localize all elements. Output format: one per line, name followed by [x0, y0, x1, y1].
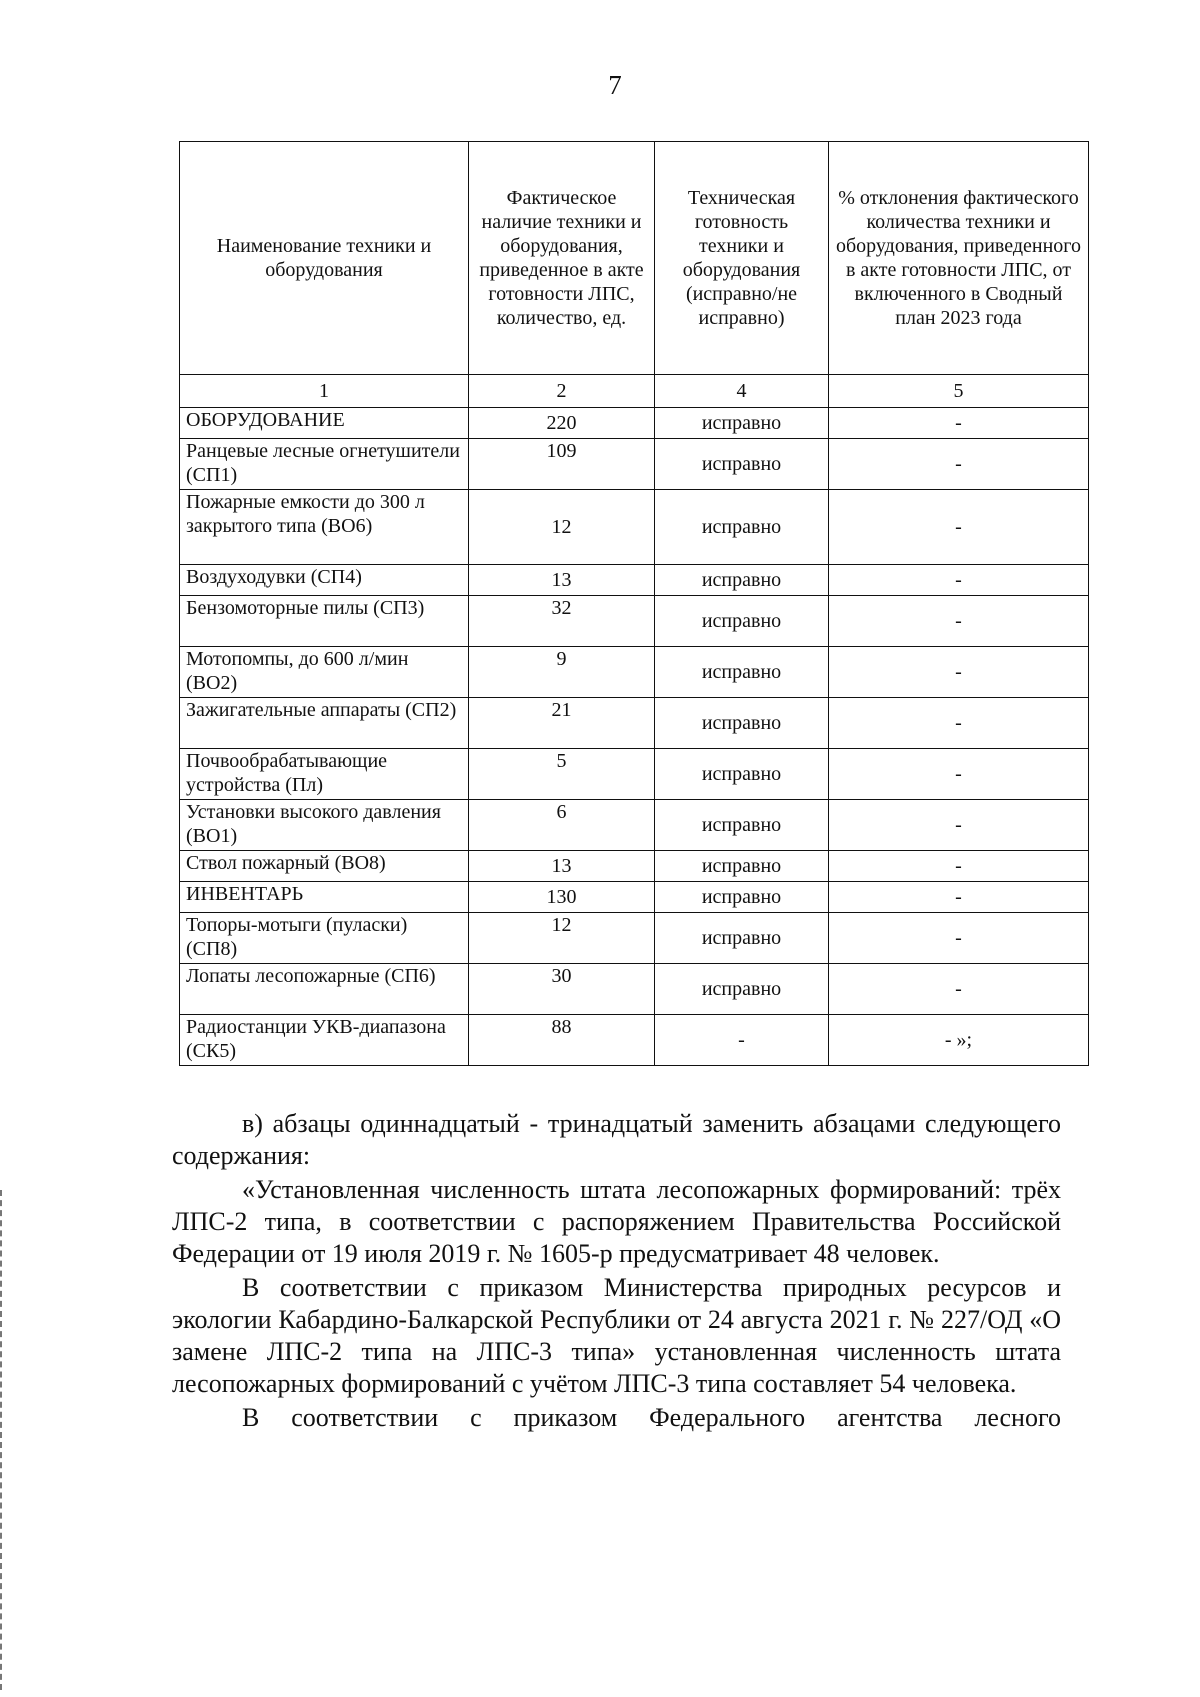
- equipment-deviation: -: [829, 439, 1089, 490]
- table-row: [180, 647, 1089, 698]
- table-row: [180, 698, 1089, 749]
- equipment-deviation: -: [829, 913, 1089, 964]
- equipment-status: -: [655, 1015, 829, 1066]
- column-number-row: [180, 375, 1089, 408]
- equipment-quantity: 30: [469, 964, 655, 1015]
- equipment-quantity: 6: [469, 800, 655, 851]
- equipment-quantity: 5: [469, 749, 655, 800]
- table-row: [180, 408, 1089, 439]
- equipment-status: исправно: [655, 647, 829, 698]
- equipment-deviation: -: [829, 490, 1089, 565]
- table-row: [180, 851, 1089, 882]
- equipment-deviation: - »;: [829, 1015, 1089, 1066]
- paragraph: В соответствии с приказом Министерства природных ресурсов и экологии Кабардино-Балкарской Республики от 24 августа 2021 г. № 227/ОД «О замене ЛПС-2 типа на ЛПС-3 типа» установленная численность штата лесопожарных формирований с учётом ЛПС-3 типа составляет 54 человека.: [172, 1273, 1061, 1398]
- equipment-name: Радиостанции УКВ-диапазона (СК5): [180, 1015, 469, 1066]
- table-row: [180, 596, 1089, 647]
- equipment-name: Почвообрабатывающие устройства (Пл): [180, 749, 469, 800]
- equipment-status: исправно: [655, 408, 829, 439]
- equipment-name: ОБОРУДОВАНИЕ: [180, 408, 469, 439]
- header-equipment-name: Наименование техники и оборудования: [180, 142, 469, 375]
- equipment-status: исправно: [655, 964, 829, 1015]
- equipment-status: исправно: [655, 439, 829, 490]
- equipment-deviation: -: [829, 749, 1089, 800]
- page-number: 7: [608, 70, 622, 100]
- equipment-quantity: 13: [469, 851, 655, 882]
- equipment-deviation: -: [829, 408, 1089, 439]
- table-header-row: [180, 142, 1089, 375]
- equipment-name: Установки высокого давления (ВО1): [180, 800, 469, 851]
- equipment-status: исправно: [655, 749, 829, 800]
- table-row: [180, 913, 1089, 964]
- equipment-quantity: 220: [469, 408, 655, 439]
- equipment-deviation: -: [829, 565, 1089, 596]
- table-row: [180, 565, 1089, 596]
- equipment-name: ИНВЕНТАРЬ: [180, 882, 469, 913]
- equipment-deviation: -: [829, 596, 1089, 647]
- equipment-status: исправно: [655, 490, 829, 565]
- paragraph: «Установленная численность штата лесопожарных формирований: трёх ЛПС-2 типа, в соответствии с распоряжением Правительства Российской Федерации от 19 июля 2019 г. № 1605-р предусматривает 48 человек.: [172, 1175, 1061, 1268]
- equipment-quantity: 130: [469, 882, 655, 913]
- equipment-quantity: 88: [469, 1015, 655, 1066]
- equipment-quantity: 12: [469, 490, 655, 565]
- equipment-deviation: -: [829, 851, 1089, 882]
- equipment-deviation: -: [829, 800, 1089, 851]
- equipment-status: исправно: [655, 565, 829, 596]
- table-row: [180, 439, 1089, 490]
- equipment-status: исправно: [655, 913, 829, 964]
- table-row: [180, 1015, 1089, 1066]
- equipment-quantity: 32: [469, 596, 655, 647]
- equipment-name: Бензомоторные пилы (СП3): [180, 596, 469, 647]
- equipment-name: Воздуходувки (СП4): [180, 565, 469, 596]
- equipment-name: Ранцевые лесные огнетушители (СП1): [180, 439, 469, 490]
- equipment-deviation: -: [829, 964, 1089, 1015]
- header-actual-quantity: Фактическое наличие техники и оборудования, приведенное в акте готовности ЛПС, количество, ед.: [469, 142, 655, 375]
- equipment-quantity: 109: [469, 439, 655, 490]
- equipment-deviation: -: [829, 698, 1089, 749]
- paragraph: В соответствии с приказом Федерального агентства лесного: [242, 1403, 1061, 1432]
- table-row: [180, 964, 1089, 1015]
- table-row: [180, 882, 1089, 913]
- table-row: [180, 800, 1089, 851]
- column-number: 5: [829, 375, 1089, 408]
- equipment-status: исправно: [655, 851, 829, 882]
- table-row: [180, 749, 1089, 800]
- equipment-name: Мотопомпы, до 600 л/мин (ВО2): [180, 647, 469, 698]
- equipment-status: исправно: [655, 596, 829, 647]
- equipment-table: [179, 141, 1089, 1066]
- header-deviation-percent: % отклонения фактического количества техники и оборудования, приведенного в акте готовности ЛПС, от включенного в Сводный план 2023 года: [829, 142, 1089, 375]
- equipment-quantity: 12: [469, 913, 655, 964]
- equipment-quantity: 21: [469, 698, 655, 749]
- equipment-name: Лопаты лесопожарные (СП6): [180, 964, 469, 1015]
- equipment-quantity: 13: [469, 565, 655, 596]
- document-body: [172, 1108, 1061, 1436]
- equipment-status: исправно: [655, 882, 829, 913]
- equipment-deviation: -: [829, 882, 1089, 913]
- column-number: 1: [180, 375, 469, 408]
- equipment-name: Пожарные емкости до 300 л закрытого типа (ВО6): [180, 490, 469, 565]
- equipment-status: исправно: [655, 698, 829, 749]
- equipment-name: Зажигательные аппараты (СП2): [180, 698, 469, 749]
- table-row: [180, 490, 1089, 565]
- scan-edge-marks: [0, 1190, 5, 1690]
- equipment-quantity: 9: [469, 647, 655, 698]
- equipment-name: Топоры-мотыги (пуласки) (СП8): [180, 913, 469, 964]
- equipment-name: Ствол пожарный (ВО8): [180, 851, 469, 882]
- header-technical-readiness: Техническая готовность техники и оборудования (исправно/не исправно): [655, 142, 829, 375]
- column-number: 2: [469, 375, 655, 408]
- equipment-deviation: -: [829, 647, 1089, 698]
- paragraph: в) абзацы одиннадцатый - тринадцатый заменить абзацами следующего содержания:: [172, 1109, 1061, 1170]
- column-number: 4: [655, 375, 829, 408]
- equipment-status: исправно: [655, 800, 829, 851]
